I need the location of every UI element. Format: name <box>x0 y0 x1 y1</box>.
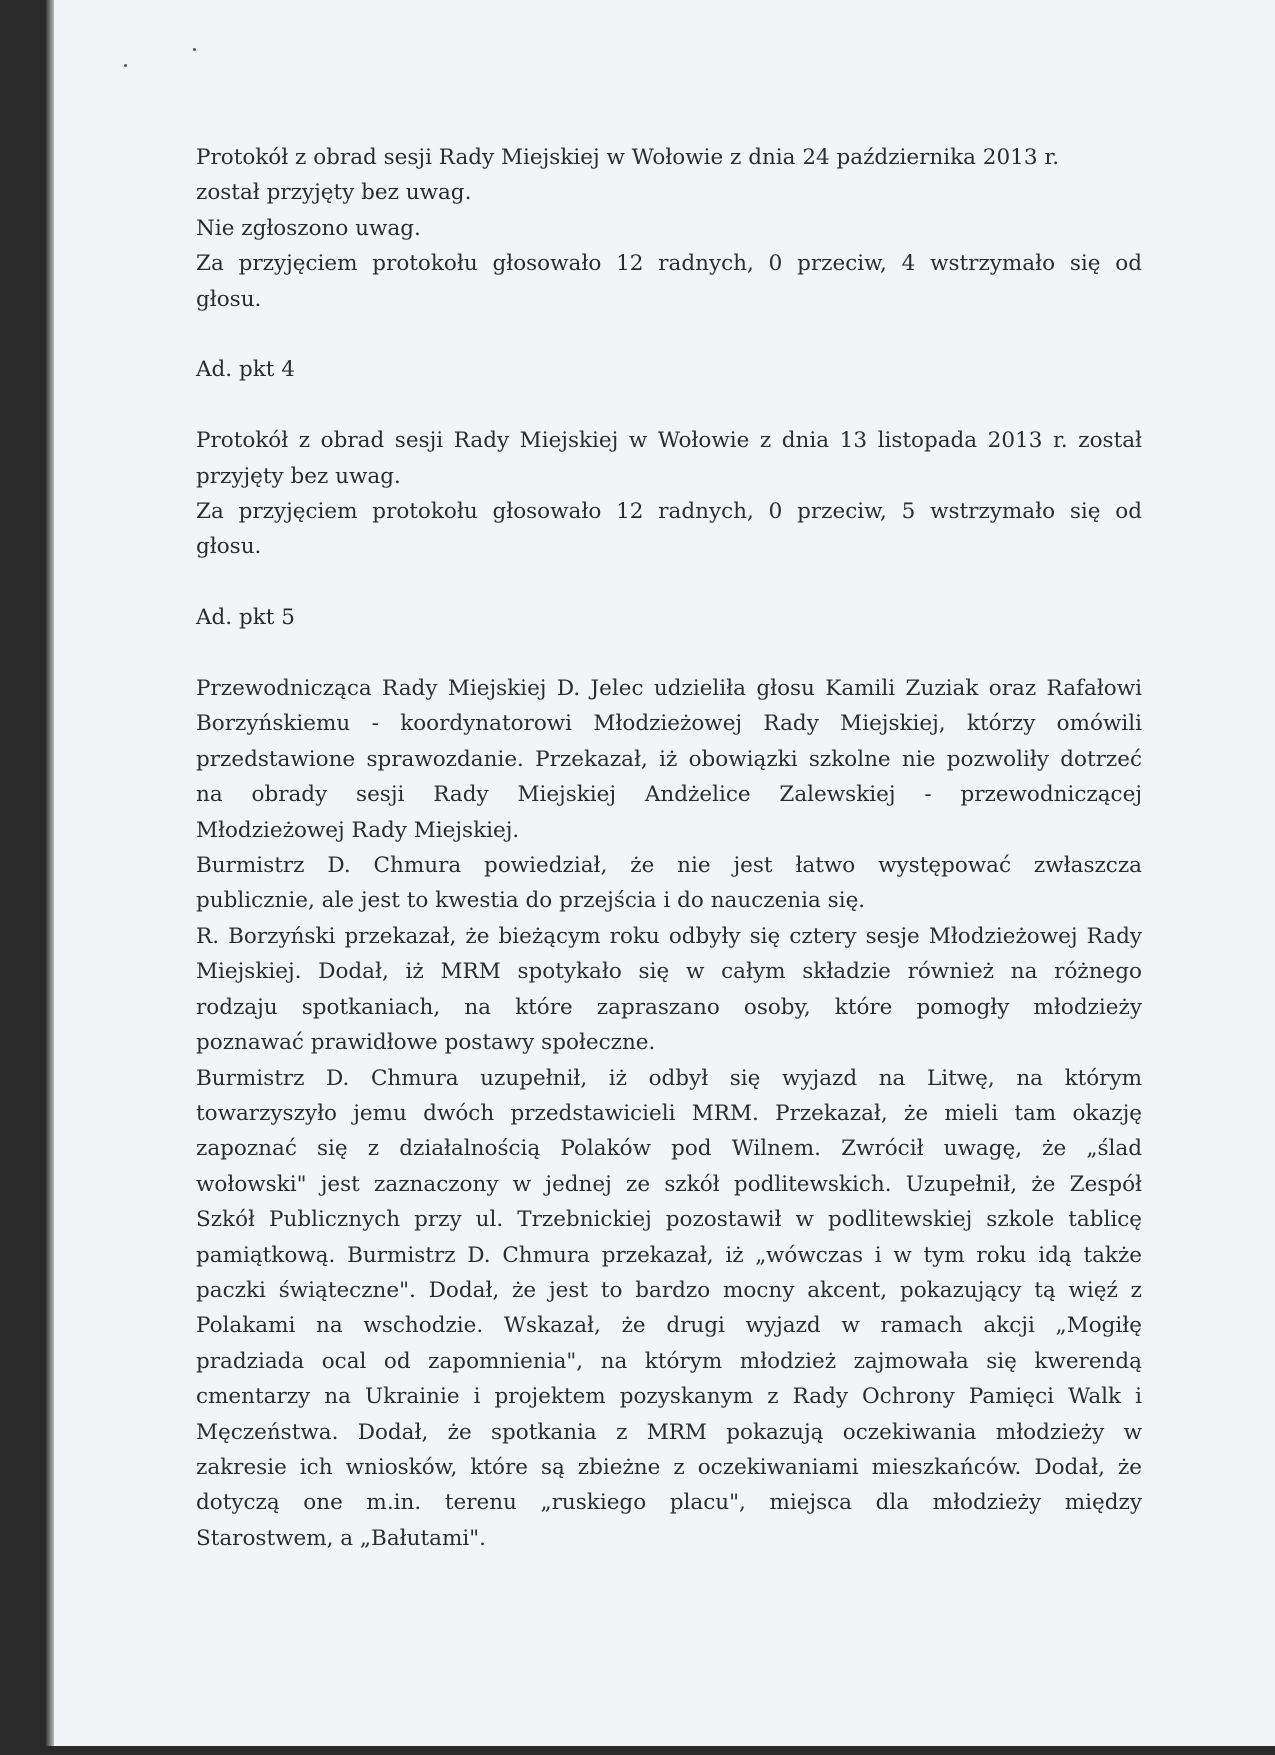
text-line: pradziada ocal od zapomnienia", na którym młodzież zajmowała się kwerendą <box>196 1348 1142 1374</box>
text-line: głosu. <box>196 286 262 312</box>
text-line: głosu. <box>196 534 262 560</box>
text-line: Protokół z obrad sesji Rady Miejskiej w Wołowie z dnia 13 listopada 2013 r. został <box>196 428 1142 454</box>
text-line: paczki świąteczne". Dodał, że jest to bardzo mocny akcent, pokazujący tą więź z <box>196 1277 1142 1303</box>
text-line: Za przyjęciem protokołu głosowało 12 radnych, 0 przeciw, 5 wstrzymało się od <box>196 499 1142 525</box>
section-heading: Ad. pkt 4 <box>196 357 295 383</box>
scan-speck <box>193 48 196 51</box>
text-line: został przyjęty bez uwag. <box>196 180 472 206</box>
text-line: Borzyńskiemu - koordynatorowi Młodzieżowej Rady Miejskiej, którzy omówili <box>196 711 1142 737</box>
text-line: przedstawione sprawozdanie. Przekazał, iż obowiązki szkolne nie pozwoliły dotrzeć <box>196 746 1142 772</box>
document-body <box>196 140 1142 1556</box>
text-line: Przewodnicząca Rady Miejskiej D. Jelec udzieliła głosu Kamili Zuziak oraz Rafałowi <box>196 676 1142 702</box>
paragraph-gap <box>196 317 1142 352</box>
paragraph-gap <box>196 565 1142 600</box>
text-line: wołowski" jest zaznaczony w jednej ze szkół podlitewskich. Uzupełnił, że Zespół <box>196 1171 1142 1197</box>
scan-speck <box>124 64 127 67</box>
paragraph-gap <box>196 388 1142 423</box>
text-line: zakresie ich wniosków, które są zbieżne z oczekiwaniami mieszkańców. Dodał, że <box>196 1454 1142 1480</box>
section-heading: Ad. pkt 5 <box>196 605 295 631</box>
text-line: rodzaju spotkaniach, na które zapraszano osoby, które pomogły młodzieży <box>196 994 1142 1020</box>
text-line: przyjęty bez uwag. <box>196 463 401 489</box>
paragraph <box>196 423 1142 565</box>
text-line: Starostwem, a „Bałutami". <box>196 1525 486 1551</box>
text-line: R. Borzyński przekazał, że bieżącym roku odbyły się cztery sesje Młodzieżowej Rady <box>196 923 1142 949</box>
paragraph <box>196 671 1142 1556</box>
text-line: pamiątkową. Burmistrz D. Chmura przekazał, iż „wówczas i w tym roku idą także <box>196 1242 1142 1268</box>
text-line: dotyczą one m.in. terenu „ruskiego placu", miejsca dla młodzieży między <box>196 1490 1142 1516</box>
text-line: na obrady sesji Rady Miejskiej Andżelice Zalewskiej - przewodniczącej <box>196 782 1142 808</box>
text-line: poznawać prawidłowe postawy społeczne. <box>196 1030 656 1056</box>
paragraph <box>196 140 1142 317</box>
text-line: Za przyjęciem protokołu głosowało 12 radnych, 0 przeciw, 4 wstrzymało się od <box>196 251 1142 277</box>
text-line: Nie zgłoszono uwag. <box>196 215 421 241</box>
text-line: Męczeństwa. Dodał, że spotkania z MRM pokazują oczekiwania młodzieży w <box>196 1419 1142 1445</box>
text-line: towarzyszyło jemu dwóch przedstawicieli MRM. Przekazał, że mieli tam okazję <box>196 1100 1142 1126</box>
text-line: Szkół Publicznych przy ul. Trzebnickiej pozostawił w podlitewskiej szkole tablicę <box>196 1207 1142 1233</box>
text-line: Młodzieżowej Rady Miejskiej. <box>196 817 520 843</box>
text-line: Protokół z obrad sesji Rady Miejskiej w Wołowie z dnia 24 października 2013 r. <box>196 145 1060 170</box>
text-line: Miejskiej. Dodał, iż MRM spotykało się w całym składzie również na różnego <box>196 959 1142 985</box>
paragraph-gap <box>196 636 1142 671</box>
text-line: Burmistrz D. Chmura uzupełnił, iż odbył się wyjazd na Litwę, na którym <box>196 1065 1142 1091</box>
text-line: Polakami na wschodzie. Wskazał, że drugi wyjazd w ramach akcji „Mogiłę <box>196 1313 1142 1339</box>
text-line: Burmistrz D. Chmura powiedział, że nie jest łatwo występować zwłaszcza <box>196 853 1142 879</box>
text-line: zapoznać się z działalnością Polaków pod Wilnem. Zwrócił uwagę, że „ślad <box>196 1136 1142 1162</box>
text-line: publicznie, ale jest to kwestia do przejścia i do nauczenia się. <box>196 888 866 914</box>
text-line: cmentarzy na Ukrainie i projektem pozyskanym z Rady Ochrony Pamięci Walk i <box>196 1384 1142 1410</box>
